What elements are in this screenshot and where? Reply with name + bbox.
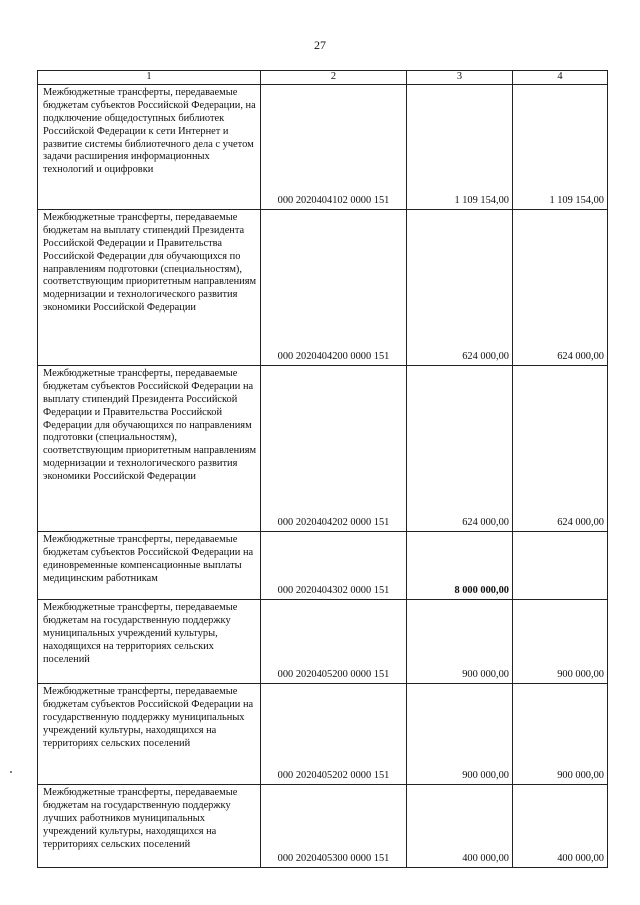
row-code: 000 2020404102 0000 151 [261,84,407,209]
row-description: Межбюджетные трансферты, передаваемые бюджетам на государственную поддержку муниципальных учреждений культуры, находящихся на территориях сельских поселений [38,599,261,683]
table-body [38,84,608,867]
row-code: 000 2020404202 0000 151 [261,365,407,531]
page-number: 27 [314,38,326,52]
row-description: Межбюджетные трансферты, передаваемые бюджетам субъектов Российской Федерации, на подключение общедоступных библиотек Российской Федерации к сети Интернет и развитие системы библиотечного дела с учетом задачи расширения информационных технологий и оцифровки [38,84,261,209]
row-col3-value: 400 000,00 [407,784,513,867]
table-row [38,365,608,531]
table-row [38,683,608,784]
row-col3-value: 900 000,00 [407,683,513,784]
row-code: 000 2020405300 0000 151 [261,784,407,867]
table-row [38,531,608,599]
column-header-4: 4 [513,71,608,85]
column-header-2: 2 [261,71,407,85]
row-col3-value: 624 000,00 [407,209,513,365]
row-col3-value: 8 000 000,00 [407,531,513,599]
table-row [38,209,608,365]
row-code: 000 2020405202 0000 151 [261,683,407,784]
column-header-1: 1 [38,71,261,85]
table-row [38,599,608,683]
row-description: Межбюджетные трансферты, передаваемые бюджетам на выплату стипендий Президента Российской Федерации и Правительства Российской Федерации для обучающихся по направлениям подготовки (специальностям), соответствующим приоритетным направлениям модернизации и технологического развития экономики Российской Федерации [38,209,261,365]
column-header-3: 3 [407,71,513,85]
row-code: 000 2020404302 0000 151 [261,531,407,599]
row-col3-value: 624 000,00 [407,365,513,531]
row-col3-value: 900 000,00 [407,599,513,683]
row-col3-value: 1 109 154,00 [407,84,513,209]
table-row [38,84,608,209]
row-col4-value: 624 000,00 [513,365,608,531]
budget-table [37,70,608,868]
row-col4-value: 400 000,00 [513,784,608,867]
row-code: 000 2020404200 0000 151 [261,209,407,365]
row-col4-value [513,531,608,599]
row-code: 000 2020405200 0000 151 [261,599,407,683]
row-col4-value: 624 000,00 [513,209,608,365]
table-header [38,71,608,85]
row-description: Межбюджетные трансферты, передаваемые бюджетам на государственную поддержку лучших работников муниципальных учреждений культуры, находящихся на территориях сельских поселений [38,784,261,867]
scan-speck [10,771,12,773]
header-row [38,71,608,85]
row-col4-value: 900 000,00 [513,683,608,784]
table-row [38,784,608,867]
row-description: Межбюджетные трансферты, передаваемые бюджетам субъектов Российской Федерации на государственную поддержку муниципальных учреждений культуры, находящихся на территориях сельских поселений [38,683,261,784]
row-col4-value: 900 000,00 [513,599,608,683]
row-description: Межбюджетные трансферты, передаваемые бюджетам субъектов Российской Федерации на выплату стипендий Президента Российской Федерации и Правительства Российской Федерации для обучающихся по направлениям подготовки (специальностям), соответствующим приоритетным направлениям модернизации и технологического развития экономики Российской Федерации [38,365,261,531]
row-description: Межбюджетные трансферты, передаваемые бюджетам субъектов Российской Федерации на единовременные компенсационные выплаты медицинским работникам [38,531,261,599]
row-col4-value: 1 109 154,00 [513,84,608,209]
